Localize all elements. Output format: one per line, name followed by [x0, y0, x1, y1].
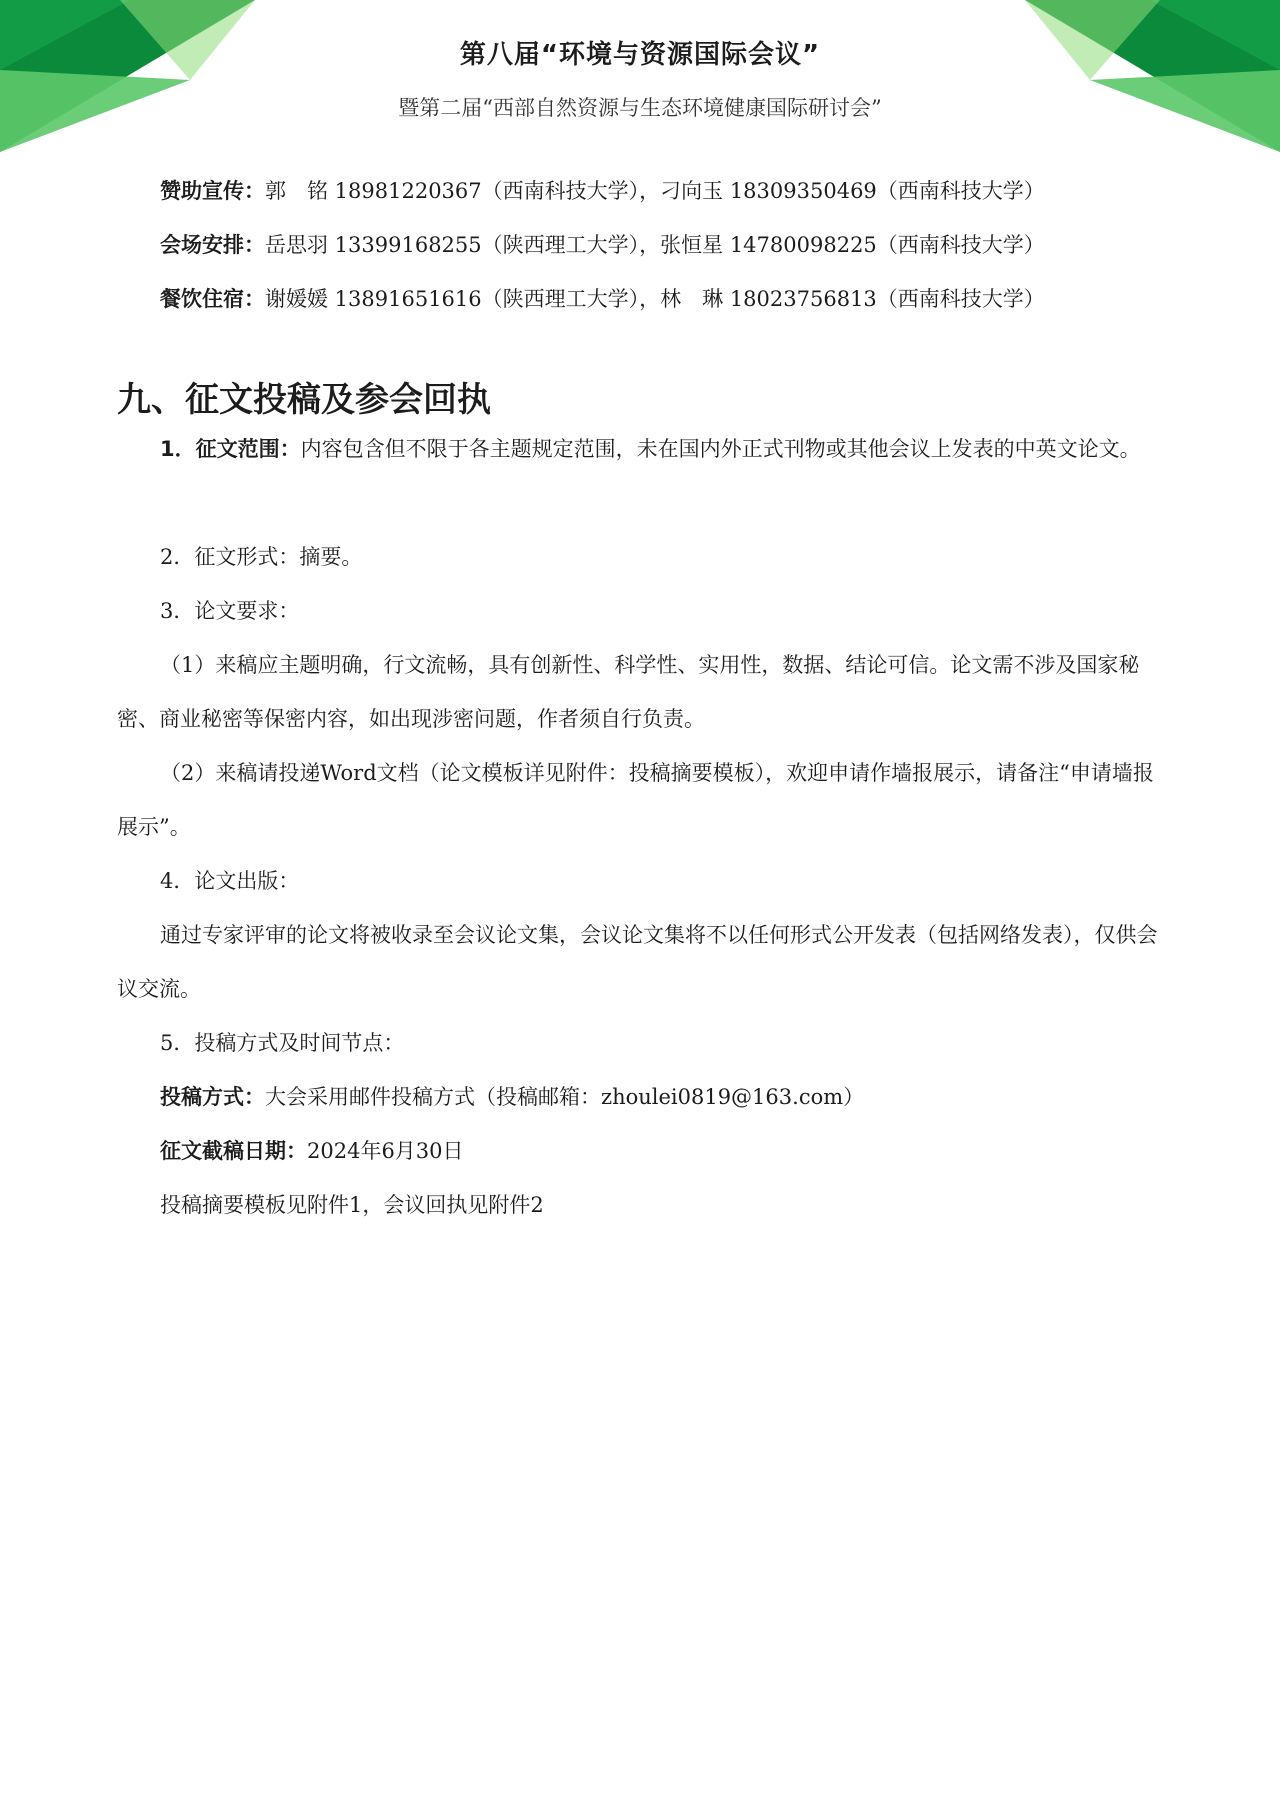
document-subtitle: 暨第二届“西部自然资源与生态环境健康国际研讨会”: [398, 96, 882, 120]
contact-label: 赞助宣传：: [160, 179, 265, 203]
scope-text: 内容包含但不限于各主题规定范围，未在国内外正式刊物或其他会议上发表的中英文论文。: [300, 437, 1141, 461]
section-heading: 九、征文投稿及参会回执: [117, 380, 491, 420]
corner-decoration-right: [1020, 0, 1280, 160]
paragraph-deadline: [160, 1136, 464, 1166]
contact-text: 谢媛媛 13891651616（陕西理工大学），林 琳 18023756813（西南科技大学）: [265, 287, 1045, 311]
contact-row-venue: [160, 230, 1045, 260]
scope-label: 1．征文范围：: [160, 437, 301, 461]
paragraph-submission-method: [160, 1082, 864, 1112]
paragraph-submission: 5．投稿方式及时间节点：: [160, 1031, 405, 1055]
paragraph-attachments: 投稿摘要模板见附件1，会议回执见附件2: [160, 1193, 544, 1217]
paragraph-requirement-2: （2）来稿请投递Word文档（论文模板详见附件：投稿摘要模板），欢迎申请作墙报展示，请备注“申请墙报展示”。: [117, 761, 1154, 839]
contact-text: 郭 铭 18981220367（西南科技大学），刁向玉 18309350469（西南科技大学）: [265, 179, 1045, 203]
contact-label: 餐饮住宿：: [160, 287, 265, 311]
method-text: 大会采用邮件投稿方式（投稿邮箱：zhoulei0819@163.com）: [265, 1085, 865, 1109]
paragraph-form: 2．征文形式：摘要。: [160, 545, 363, 569]
deadline-label: 征文截稿日期：: [160, 1139, 307, 1163]
document-title: 第八届“环境与资源国际会议”: [459, 40, 821, 70]
contact-row-catering: [160, 284, 1045, 314]
contact-label: 会场安排：: [160, 233, 265, 257]
deadline-text: 2024年6月30日: [307, 1139, 464, 1163]
contact-text: 岳思羽 13399168255（陕西理工大学），张恒星 14780098225（西南科技大学）: [265, 233, 1045, 257]
paragraph-requirements: 3．论文要求：: [160, 599, 300, 623]
paragraph-publication-text: 通过专家评审的论文将被收录至会议论文集，会议论文集将不以任何形式公开发表（包括网络发表），仅供会议交流。: [117, 923, 1158, 1001]
paragraph-requirement-1: （1）来稿应主题明确，行文流畅，具有创新性、科学性、实用性，数据、结论可信。论文需不涉及国家秘密、商业秘密等保密内容，如出现涉密问题，作者须自行负责。: [117, 653, 1140, 731]
method-label: 投稿方式：: [160, 1085, 265, 1109]
paragraph-publication: 4．论文出版：: [160, 869, 300, 893]
paragraph-scope: [117, 422, 1167, 476]
corner-decoration-left: [0, 0, 260, 160]
contact-row-sponsor: [160, 176, 1045, 206]
